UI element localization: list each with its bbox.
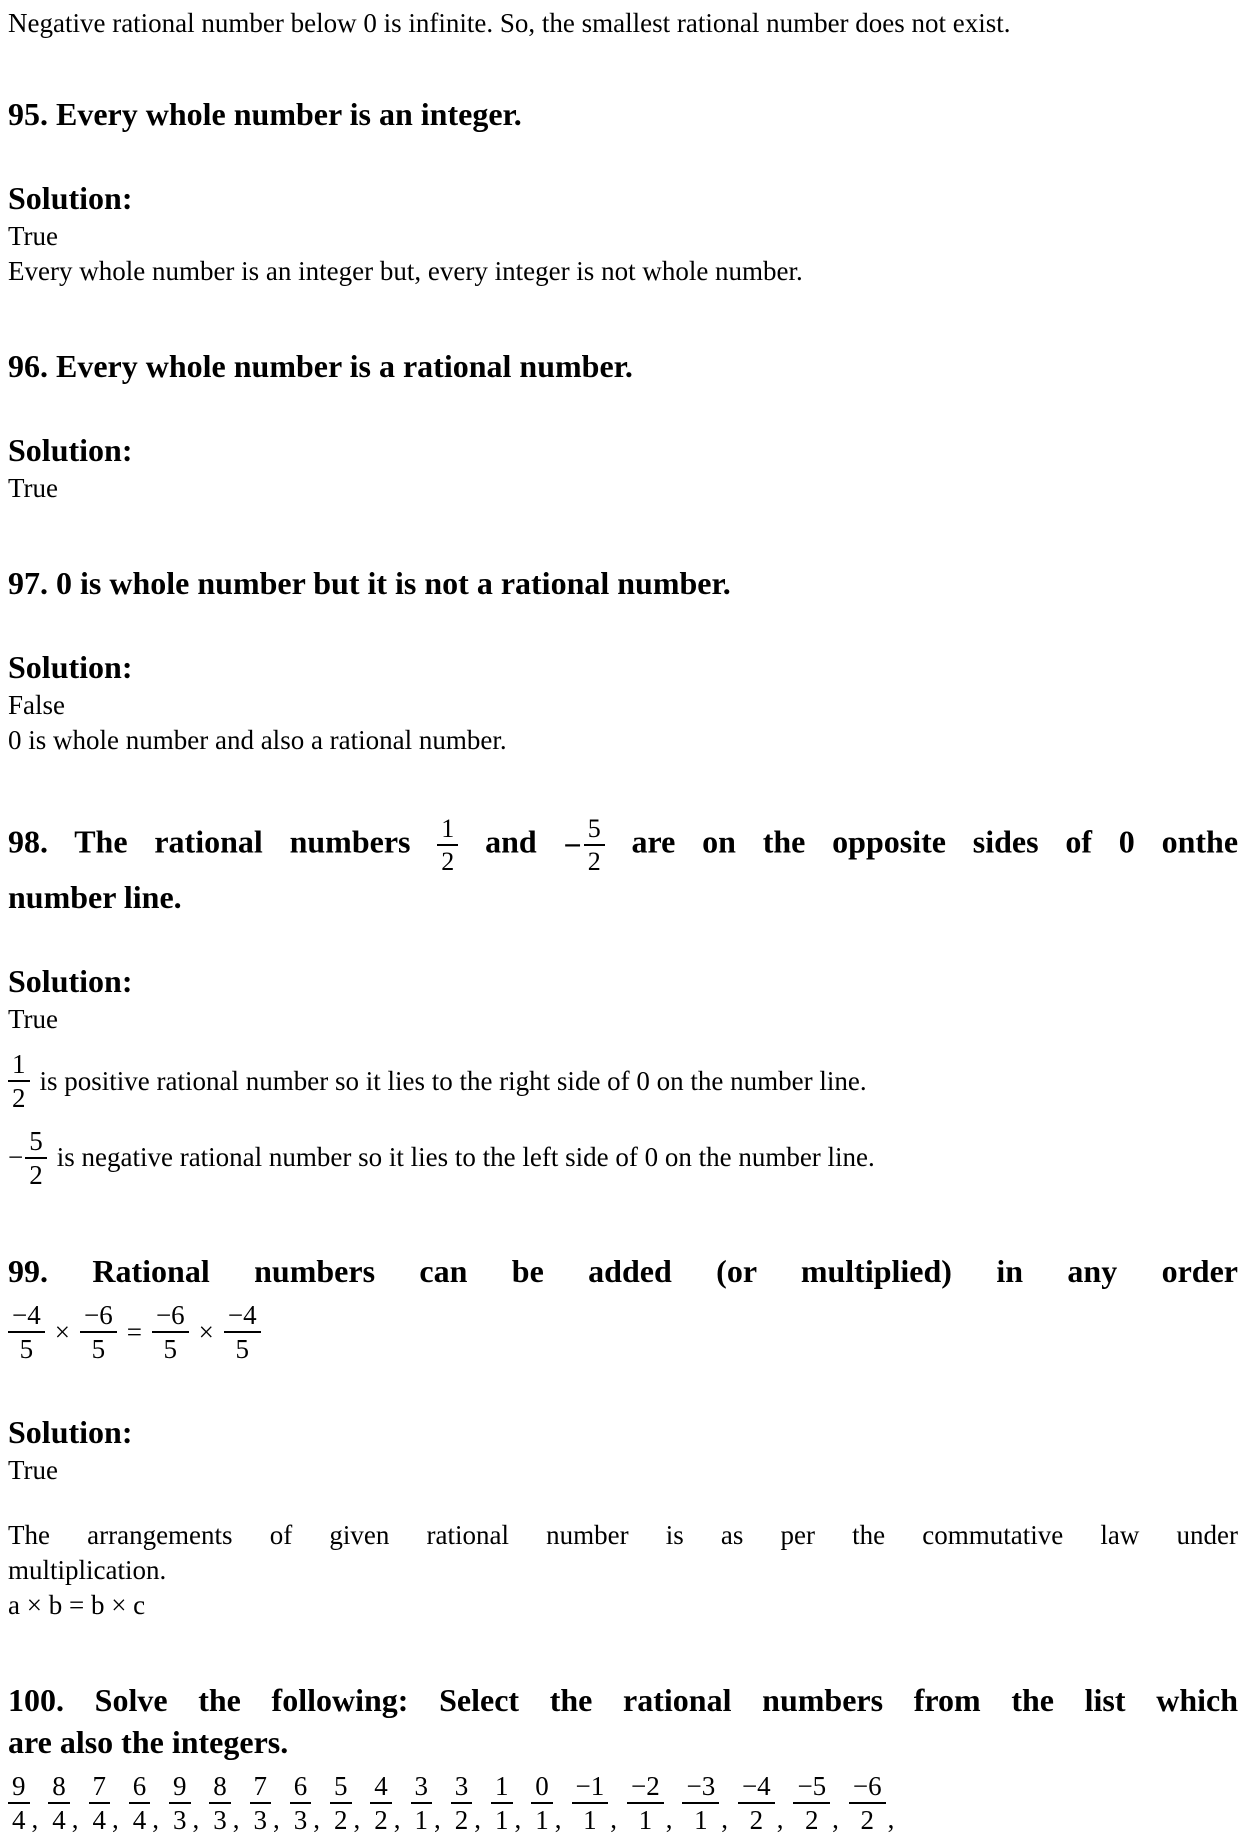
separator: , — [887, 1804, 895, 1835]
numerator: 6 — [129, 1771, 151, 1804]
separator: , — [393, 1804, 401, 1835]
multiply-operator: × — [54, 1316, 70, 1347]
fraction — [491, 1771, 513, 1835]
fraction-item — [793, 1771, 842, 1835]
numerator: 3 — [451, 1771, 473, 1804]
fraction-item — [89, 1771, 123, 1835]
fraction-item — [370, 1771, 404, 1835]
fraction — [682, 1771, 719, 1835]
denominator: 3 — [213, 1804, 227, 1835]
fraction-neg6-over-5 — [80, 1300, 117, 1364]
q97-answer: False — [8, 690, 65, 720]
fraction-neg4-over-5 — [8, 1300, 45, 1364]
numerator: 4 — [370, 1771, 392, 1804]
denominator: 2 — [29, 1159, 43, 1190]
fraction-neg-five-half — [8, 1126, 47, 1190]
separator: , — [353, 1804, 361, 1835]
numerator: 9 — [169, 1771, 191, 1804]
q98-negative-statement — [8, 1126, 1238, 1190]
denominator: 2 — [334, 1804, 348, 1835]
q95-solution-label: Solution: — [8, 180, 133, 216]
denominator: 2 — [805, 1804, 819, 1835]
fraction — [129, 1771, 151, 1835]
question-97-heading: 97. 0 is whole number but it is not a rational number. — [8, 565, 731, 601]
denominator: 1 — [414, 1804, 428, 1835]
fraction-neg4-over-5 — [224, 1300, 261, 1364]
denominator: 1 — [638, 1804, 653, 1835]
minus-sign: − — [8, 1142, 24, 1173]
fraction-item — [682, 1771, 731, 1835]
fraction — [8, 1771, 30, 1835]
denominator: 2 — [454, 1804, 469, 1835]
fraction — [572, 1771, 609, 1835]
numerator: 3 — [411, 1771, 433, 1804]
numerator: 9 — [8, 1771, 30, 1804]
q99-solution-label: Solution: — [8, 1413, 133, 1450]
denominator: 1 — [535, 1804, 549, 1835]
question-98-heading — [8, 814, 1238, 876]
question-99-heading: 99. Rational numbers can be added (or multiplied) in any order — [8, 1253, 1238, 1290]
fraction-item — [491, 1771, 525, 1835]
q97-explanation: 0 is whole number and also a rational number. — [8, 725, 507, 755]
question-95-heading: 95. Every whole number is an integer. — [8, 96, 522, 132]
fraction-item — [290, 1771, 324, 1835]
separator: , — [232, 1804, 240, 1835]
fraction — [209, 1771, 231, 1835]
fraction-item — [572, 1771, 621, 1835]
separator: , — [554, 1804, 562, 1835]
fraction — [451, 1771, 473, 1835]
fraction-item — [531, 1771, 565, 1835]
numerator: 1 — [437, 814, 458, 846]
fraction — [531, 1771, 553, 1835]
q99-answer: True — [8, 1454, 59, 1485]
separator: , — [721, 1804, 728, 1835]
fraction — [48, 1771, 70, 1835]
numerator: 7 — [89, 1771, 111, 1804]
q99-explanation-line1: The arrangements of given rational number is as per the commutative law under — [8, 1519, 1238, 1550]
minus-sign: − — [563, 827, 582, 864]
q99-equation — [8, 1300, 1238, 1364]
fraction-item — [411, 1771, 445, 1835]
numerator: 8 — [48, 1771, 70, 1804]
fraction-one-half — [8, 1049, 30, 1113]
fraction — [627, 1771, 664, 1835]
denominator: 2 — [860, 1804, 875, 1835]
fraction-item — [627, 1771, 676, 1835]
separator: , — [832, 1804, 839, 1835]
question-96-heading: 96. Every whole number is a rational number. — [8, 348, 633, 384]
fraction — [849, 1771, 886, 1835]
intro-text: Negative rational number below 0 is infinite. So, the smallest rational number does not exist. — [8, 8, 1011, 38]
separator: , — [192, 1804, 200, 1835]
fraction-item — [129, 1771, 163, 1835]
q98-heading-text-1: 98. The rational numbers — [8, 823, 411, 860]
fraction — [250, 1771, 272, 1835]
fraction — [290, 1771, 312, 1835]
q98-heading-fraction-half — [437, 814, 458, 876]
denominator: 4 — [92, 1804, 106, 1835]
fraction — [738, 1771, 775, 1835]
fraction-item — [8, 1771, 42, 1835]
numerator: −6 — [152, 1300, 189, 1333]
q98-heading-text-2: and — [485, 823, 537, 860]
denominator: 1 — [583, 1804, 597, 1835]
numerator: −6 — [80, 1300, 117, 1333]
q97-solution-label: Solution: — [8, 649, 133, 685]
numerator: 7 — [250, 1771, 272, 1804]
separator: , — [313, 1804, 320, 1835]
q95-explanation: Every whole number is an integer but, every integer is not whole number. — [8, 256, 803, 286]
numerator: −2 — [627, 1771, 664, 1804]
separator: , — [31, 1804, 39, 1835]
fraction — [330, 1771, 352, 1835]
fraction — [370, 1771, 392, 1835]
question-100-heading-line2: are also the integers. — [8, 1723, 289, 1760]
q99-explanation-line2: multiplication. — [8, 1554, 167, 1585]
denominator: 5 — [235, 1334, 250, 1365]
denominator: 2 — [587, 847, 601, 877]
fraction — [793, 1771, 830, 1835]
denominator: 1 — [495, 1804, 509, 1835]
separator: , — [610, 1804, 617, 1835]
q96-solution-label: Solution: — [8, 432, 133, 468]
fraction-item — [48, 1771, 82, 1835]
q98-heading-fraction-neg-five-half — [563, 814, 604, 876]
fraction-item — [330, 1771, 364, 1835]
denominator: 1 — [694, 1804, 708, 1835]
denominator: 2 — [749, 1804, 764, 1835]
denominator: 4 — [52, 1804, 66, 1835]
denominator: 4 — [12, 1804, 26, 1835]
numerator: 5 — [584, 814, 605, 846]
fraction — [89, 1771, 111, 1835]
denominator: 3 — [173, 1804, 187, 1835]
numerator: 1 — [491, 1771, 513, 1804]
q98-answer: True — [8, 1004, 59, 1035]
separator: , — [665, 1804, 673, 1835]
denominator: 3 — [253, 1804, 267, 1835]
separator: , — [71, 1804, 79, 1835]
denominator: 2 — [12, 1083, 26, 1114]
denominator: 5 — [19, 1334, 34, 1365]
fraction-item — [849, 1771, 898, 1835]
denominator: 2 — [441, 847, 455, 877]
fraction-item — [209, 1771, 243, 1835]
q96-answer: True — [8, 473, 59, 503]
fraction-item — [169, 1771, 203, 1835]
separator: , — [474, 1804, 481, 1835]
separator: , — [112, 1804, 119, 1835]
fraction-item — [738, 1771, 787, 1835]
numerator: −3 — [682, 1771, 719, 1804]
q98-negative-text: is negative rational number so it lies to the left side of 0 on the number line. — [56, 1142, 875, 1173]
q98-positive-text: is positive rational number so it lies to the right side of 0 on the number line. — [39, 1065, 867, 1096]
denominator: 4 — [132, 1804, 147, 1835]
separator: , — [273, 1804, 280, 1835]
question-100-heading-line1: 100. Solve the following: Select the rational numbers from the list which — [8, 1681, 1238, 1718]
q99-formula: a × b = b × c — [8, 1589, 146, 1620]
q95-answer: True — [8, 221, 59, 251]
separator: , — [434, 1804, 441, 1835]
denominator: 5 — [163, 1334, 178, 1365]
fraction-neg6-over-5 — [152, 1300, 189, 1364]
q100-fraction-list — [8, 1771, 1238, 1835]
multiply-operator: × — [198, 1316, 214, 1347]
denominator: 2 — [374, 1804, 388, 1835]
numerator: 8 — [209, 1771, 231, 1804]
numerator: 0 — [531, 1771, 553, 1804]
numerator: −4 — [8, 1300, 45, 1333]
q98-heading-line2: number line. — [8, 879, 182, 916]
numerator: −6 — [849, 1771, 886, 1804]
q98-solution-label: Solution: — [8, 963, 133, 1000]
fraction-item — [451, 1771, 485, 1835]
fraction — [169, 1771, 191, 1835]
denominator: 5 — [91, 1334, 106, 1365]
separator: , — [514, 1804, 522, 1835]
numerator: 5 — [330, 1771, 352, 1804]
numerator: −5 — [793, 1771, 830, 1804]
numerator: −4 — [224, 1300, 261, 1333]
numerator: −4 — [738, 1771, 775, 1804]
q98-heading-text-3: are on the opposite sides of 0 onthe — [631, 823, 1239, 860]
equals-sign: = — [126, 1316, 142, 1347]
separator: , — [152, 1804, 159, 1835]
separator: , — [776, 1804, 784, 1835]
numerator: 6 — [290, 1771, 312, 1804]
denominator: 3 — [293, 1804, 308, 1835]
numerator: 1 — [8, 1049, 30, 1082]
numerator: −1 — [572, 1771, 609, 1804]
fraction-item — [250, 1771, 284, 1835]
q98-positive-statement — [8, 1049, 1238, 1113]
numerator: 5 — [25, 1126, 47, 1159]
fraction — [411, 1771, 433, 1835]
